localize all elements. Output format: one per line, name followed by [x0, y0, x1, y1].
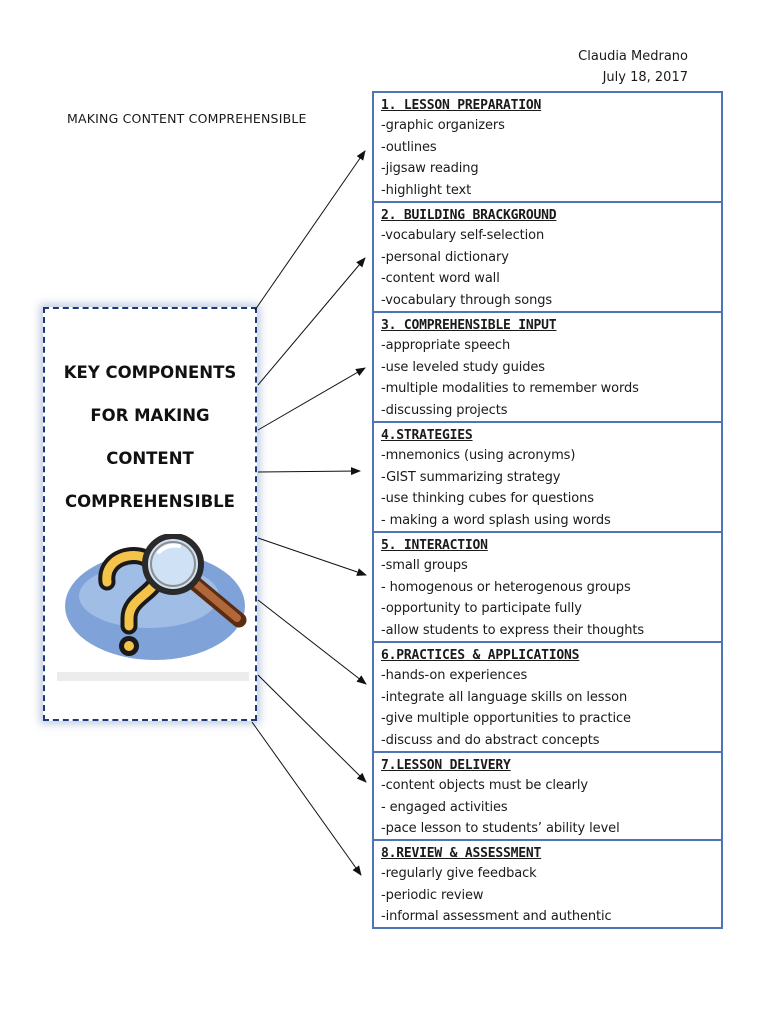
- step-item: -GIST summarizing strategy: [381, 469, 561, 485]
- step-item: -pace lesson to students’ ability level: [381, 821, 620, 836]
- arrow-to-step-4: [258, 471, 360, 472]
- step-item: -personal dictionary: [381, 249, 509, 265]
- step-item: -periodic review: [381, 887, 484, 903]
- step-item: -use thinking cubes for questions: [381, 491, 594, 506]
- step-item: -highlight text: [381, 182, 472, 198]
- step-item: -allow students to express their thoughts: [381, 622, 645, 638]
- arrow-to-step-1: [255, 151, 365, 310]
- step-item: - making a word splash using words: [381, 512, 611, 528]
- step-title: 1. LESSON PREPARATION: [381, 98, 542, 113]
- step-item: -mnemonics (using acronyms): [381, 448, 576, 463]
- step-item: -opportunity to participate fully: [381, 601, 582, 616]
- arrow-to-step-7: [258, 675, 366, 782]
- step-box-7: [372, 751, 723, 839]
- step-item: -appropriate speech: [381, 338, 511, 353]
- magnifying-glass-question-mark-icon: [59, 534, 249, 666]
- step-item: - engaged activities: [381, 799, 508, 815]
- step-item: - homogenous or heterogenous groups: [381, 579, 631, 595]
- step-item: -small groups: [381, 558, 468, 573]
- key-title-line-3: CONTENT: [106, 449, 194, 468]
- step-item: -multiple modalities to remember words: [381, 381, 639, 396]
- step-item: -use leveled study guides: [381, 359, 545, 375]
- step-box-8: [372, 839, 723, 929]
- step-item: -outlines: [381, 139, 437, 155]
- step-item: -give multiple opportunities to practice: [381, 711, 631, 726]
- step-item: -informal assessment and authentic: [381, 909, 612, 924]
- step-box-5: [372, 531, 723, 641]
- step-title: 8.REVIEW & ASSESSMENT: [381, 846, 542, 861]
- key-title-line-4: COMPREHENSIBLE: [65, 492, 235, 511]
- key-title-line-2: FOR MAKING: [90, 406, 210, 425]
- step-title: 3. COMPREHENSIBLE INPUT: [381, 318, 557, 333]
- components-list: [372, 91, 723, 929]
- arrow-to-step-8: [252, 722, 361, 875]
- step-title: 5. INTERACTION: [381, 538, 488, 553]
- step-box-3: [372, 311, 723, 421]
- step-item: -discuss and do abstract concepts: [381, 732, 600, 748]
- step-title: 7.LESSON DELIVERY: [381, 758, 511, 773]
- key-components-title: [45, 351, 255, 523]
- image-caption-strip: [57, 672, 249, 681]
- arrow-to-step-5: [258, 538, 366, 575]
- document-title: MAKING CONTENT COMPREHENSIBLE: [67, 111, 307, 126]
- step-item: -integrate all language skills on lesson: [381, 689, 628, 705]
- step-title: 6.PRACTICES & APPLICATIONS: [381, 648, 580, 663]
- key-title-line-1: KEY COMPONENTS: [63, 363, 237, 382]
- arrow-to-step-6: [258, 600, 366, 684]
- step-title: 4.STRATEGIES: [381, 428, 473, 443]
- author-name: Claudia Medrano: [578, 49, 688, 64]
- step-box-1: [372, 91, 723, 201]
- step-item: -hands-on experiences: [381, 668, 528, 683]
- step-title: 2. BUILDING BRACKGROUND: [381, 208, 557, 223]
- step-item: -vocabulary self-selection: [381, 228, 545, 243]
- step-item: -discussing projects: [381, 402, 508, 418]
- step-item: -vocabulary through songs: [381, 292, 553, 308]
- arrow-to-step-3: [258, 368, 365, 430]
- arrow-to-step-2: [258, 258, 365, 385]
- step-item: -jigsaw reading: [381, 161, 479, 176]
- step-item: -graphic organizers: [381, 118, 505, 133]
- document-date: July 18, 2017: [602, 70, 688, 85]
- step-box-4: [372, 421, 723, 531]
- step-box-6: [372, 641, 723, 751]
- step-item: -content word wall: [381, 271, 500, 286]
- step-item: -content objects must be clearly: [381, 778, 589, 793]
- step-box-2: [372, 201, 723, 311]
- step-item: -regularly give feedback: [381, 866, 537, 881]
- key-components-card: [43, 307, 257, 721]
